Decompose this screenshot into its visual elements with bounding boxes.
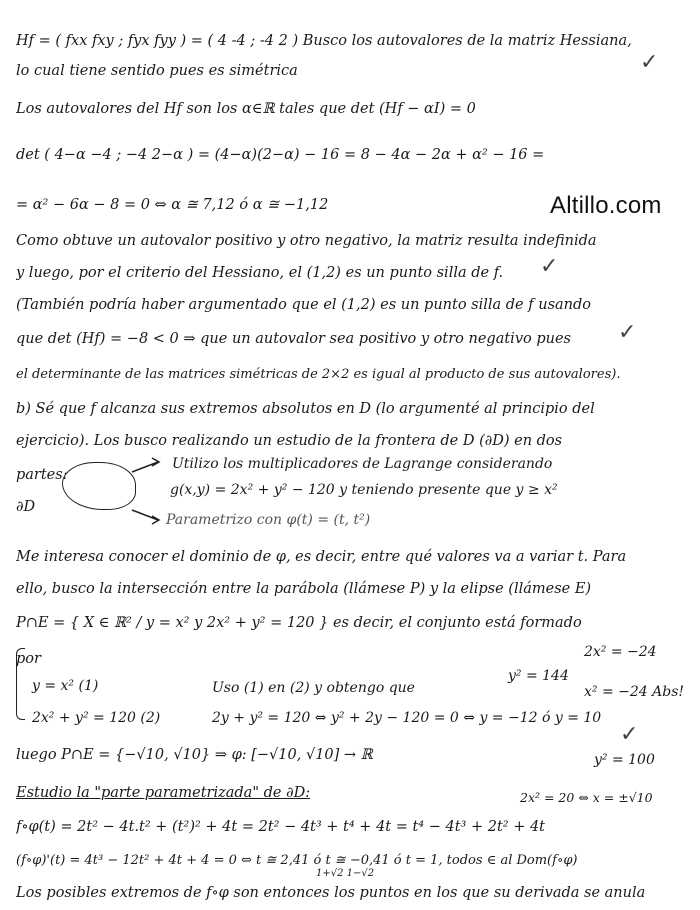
determinant-line: det ( 4−α −4 ; −4 2−α ) = (4−α)(2−α) − 16 = 8 − 4α − 2α + α² − 16 = <box>16 147 545 163</box>
por-label: por <box>16 651 41 667</box>
note-x2-abs: x² = −24 Abs! <box>584 684 685 700</box>
sqrt-terms: 1+√2 1−√2 <box>316 868 375 879</box>
domain-line-2: ello, busco la intersección entre la parábola (llámese P) y la elipse (llámese E) <box>16 581 592 597</box>
check-mark-icon: ✓ <box>618 320 637 345</box>
system-step1: Uso (1) en (2) y obtengo que <box>212 680 415 696</box>
conclusion-line-2: y luego, por el criterio del Hessiano, el (1,2) es un punto silla de f. <box>16 265 504 281</box>
conclusion-line-1: Como obtuve un autovalor positivo y otro negativo, la matriz resulta indefinida <box>16 233 597 249</box>
hessian-note-line: lo cual tiene sentido pues es simétrica <box>16 63 298 79</box>
eigenvalues-def: Los autovalores del Hf son los α∈ℝ tales que det (Hf − αI) = 0 <box>16 101 476 117</box>
note-x2-neg24: 2x² = −24 <box>584 644 657 660</box>
extremes-line: Los posibles extremos de f∘φ son entonces los puntos en los que su derivada se anula <box>16 885 646 901</box>
domain-conclusion: luego P∩E = {−√10, √10} ⇒ φ: [−√10, √10] → ℝ <box>16 747 373 763</box>
watermark-logo: Altillo.com <box>550 192 662 219</box>
constraint-text: g(x,y) = 2x² + y² − 120 y teniendo presente que y ≥ x² <box>170 482 558 498</box>
system-brace <box>16 648 25 720</box>
parametrize-text: Parametrizo con φ(t) = (t, t²) <box>166 512 371 528</box>
check-mark-icon: ✓ <box>640 50 659 75</box>
alt-argument-2: que det (Hf) = −8 < 0 ⇒ que un autovalor sea positivo y otro negativo pues <box>16 331 571 347</box>
quadratic-line: = α² − 6α − 8 = 0 ⇔ α ≅ 7,12 ó α ≅ −1,12 <box>16 197 329 213</box>
boundary-sketch <box>62 462 136 510</box>
part-b-line-2: ejercicio). Los busco realizando un estudio de la frontera de D (∂D) en dos <box>16 433 563 449</box>
system-eq2: 2x² + y² = 120 (2) <box>32 710 161 726</box>
lagrange-text: Utilizo los multiplicadores de Lagrange considerando <box>172 456 553 472</box>
alt-argument-1: (También podría haber argumentado que el (1,2) es un punto silla de f usando <box>16 297 592 313</box>
hessian-line: Hf = ( fxx fxy ; fyx fyy ) = ( 4 -4 ; -4 2 ) Busco los autovalores de la matriz Hessiana, <box>16 33 632 49</box>
part-b-line-1: b) Sé que f alcanza sus extremos absolutos en D (lo argumenté al principio del <box>16 401 595 417</box>
note-y2-100: y² = 100 <box>594 752 655 768</box>
check-mark-icon: ✓ <box>540 254 559 279</box>
note-x-sqrt10: 2x² = 20 ⇔ x = ±√10 <box>520 790 653 805</box>
intersection-line: P∩E = { X ∈ ℝ² / y = x² y 2x² + y² = 120 } es decir, el conjunto está formado <box>16 615 582 631</box>
system-eq1: y = x² (1) <box>32 678 99 694</box>
check-mark-icon: ✓ <box>620 722 639 747</box>
note-y2-144: y² = 144 <box>508 668 569 684</box>
partes-label: partes: <box>16 467 68 483</box>
alt-argument-3: el determinante de las matrices simétricas de 2×2 es igual al producto de sus autovalores). <box>16 367 621 382</box>
arrow-icon <box>128 452 168 532</box>
boundary-label: ∂D <box>16 499 36 515</box>
domain-line-1: Me interesa conocer el dominio de φ, es decir, entre qué valores va a variar t. Para <box>16 549 627 565</box>
derivative-line: (f∘φ)'(t) = 4t³ − 12t² + 4t + 4 = 0 ⇔ t ≅ 2,41 ó t ≅ −0,41 ó t = 1, todos ∈ al Dom(f∘φ) <box>16 853 578 868</box>
composition-line: f∘φ(t) = 2t² − 4t.t² + (t²)² + 4t = 2t² − 4t³ + t⁴ + 4t = t⁴ − 4t³ + 2t² + 4t <box>16 819 546 835</box>
system-step2: 2y + y² = 120 ⇔ y² + 2y − 120 = 0 ⇔ y = −12 ó y = 10 <box>212 710 602 726</box>
study-heading: Estudio la "parte parametrizada" de ∂D: <box>16 785 311 801</box>
